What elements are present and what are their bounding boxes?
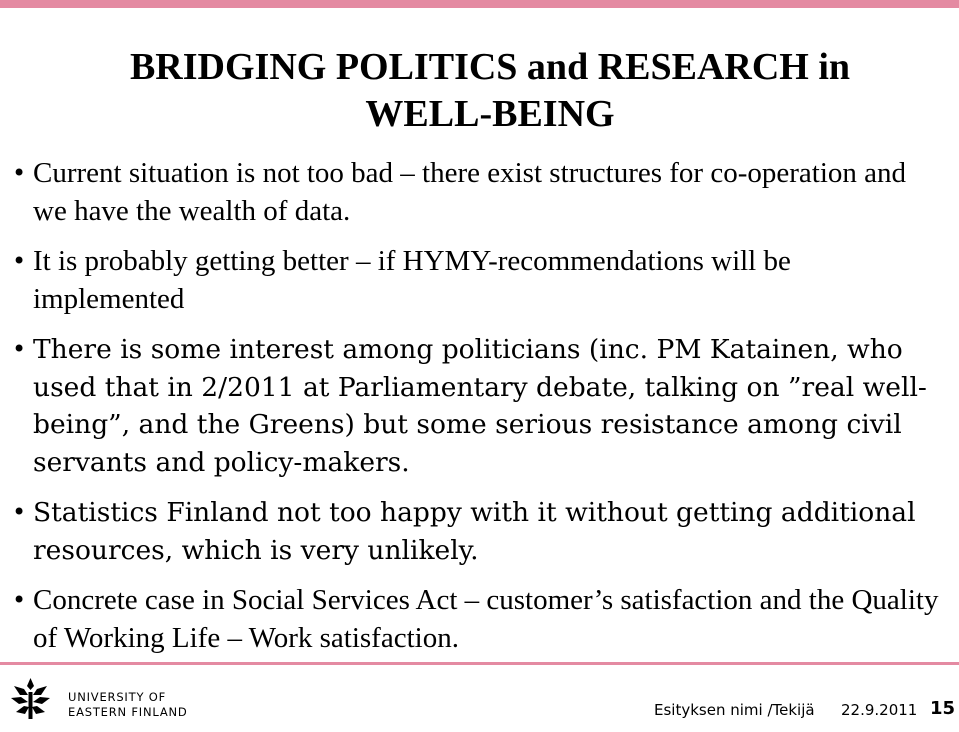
bullet-item [12,582,947,657]
bullet-text: Concrete case in Social Services Act – customer’s satisfaction and the Quality of Working Life – Work satisfaction. [33,584,939,654]
bullet-icon: • [12,159,27,187]
bullet-item [12,494,947,569]
bullet-icon: • [12,586,27,614]
bullet-text: Statistics Finland not too happy with it without getting additional resources, which is very unlikely. [33,497,916,566]
bullet-item [12,243,947,318]
university-name [68,690,188,720]
bullet-icon: • [12,498,27,526]
footer-date: 22.9.2011 [841,701,918,719]
title-line-1: BRIDGING POLITICS and RESEARCH in [129,46,851,88]
university-logo-icon [8,676,53,721]
top-accent-bar [0,0,959,8]
bullet-text: There is some interest among politicians (inc. PM Katainen, who used that in 2/2011 at Parliamentary debate, talking on ”real well-being”, and the Greens) but some serious resistance among civil servants and policy-makers. [33,334,927,478]
bullet-item [12,155,947,230]
university-name-line-1: UNIVERSITY OF [68,690,166,704]
footer-presentation-name: Esityksen nimi /Tekijä [654,701,815,719]
bullet-text: It is probably getting better – if HYMY-recommendations will be implemented [33,245,791,315]
page-number: 15 [930,698,956,719]
bullet-list [12,155,947,670]
bullet-icon: • [12,335,27,363]
title-line-2: WELL-BEING [365,93,615,135]
university-name-line-2: EASTERN FINLAND [68,705,188,719]
bullet-icon: • [12,247,27,275]
footer-divider [0,662,959,665]
bullet-text: Current situation is not too bad – there exist structures for co-operation and we have the wealth of data. [33,157,907,227]
slide-title [40,44,940,138]
bullet-item [12,331,947,481]
